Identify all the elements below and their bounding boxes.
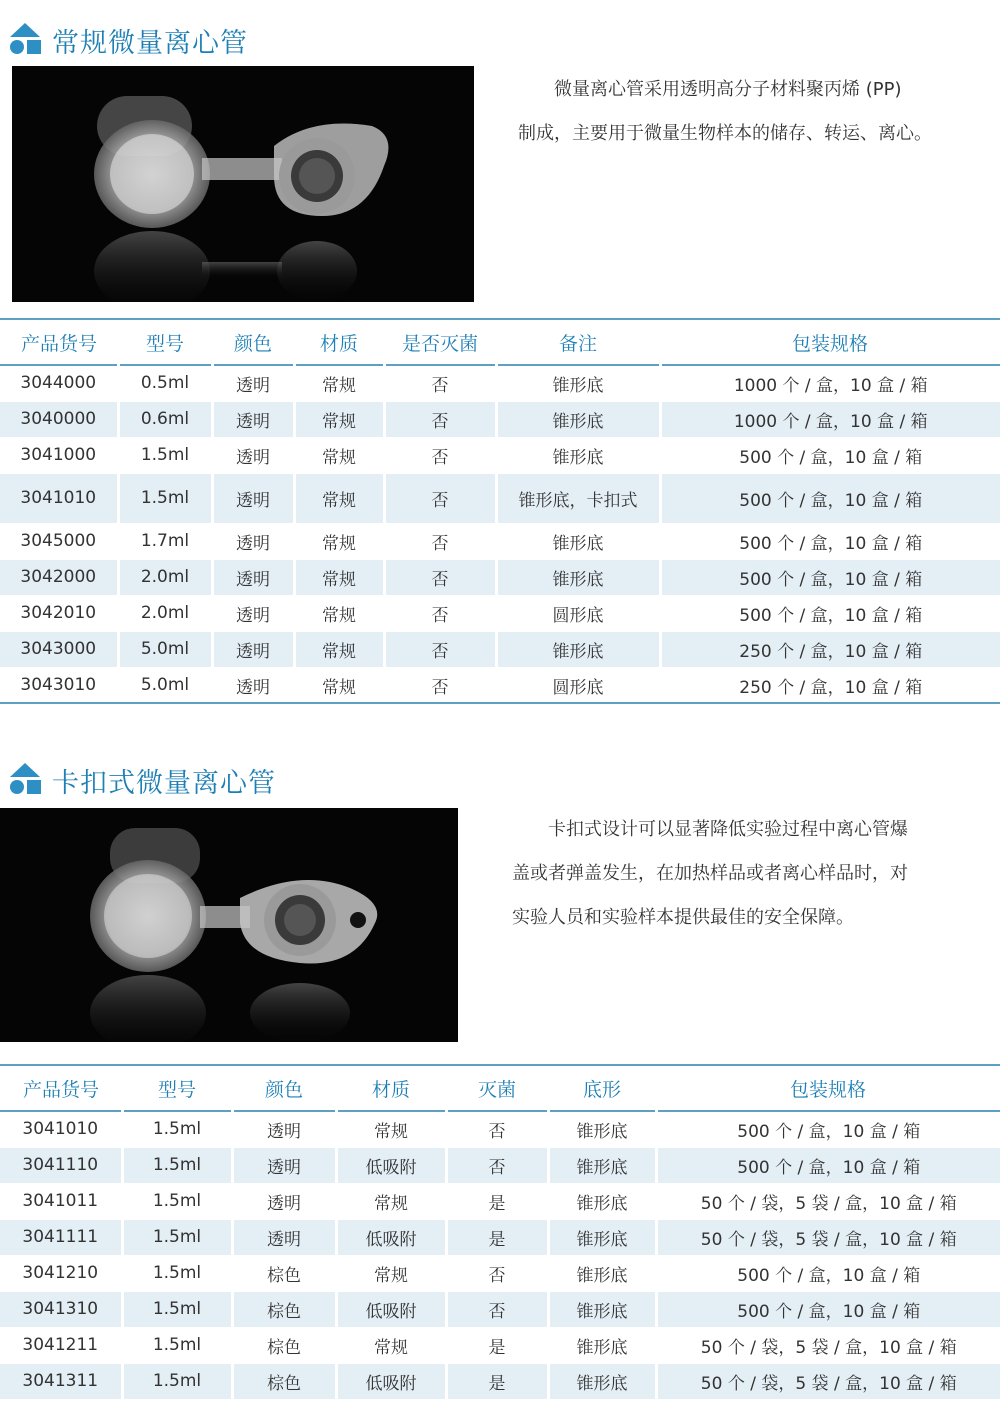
table-cell: 透明 [232, 1183, 336, 1219]
table-row [0, 1219, 1000, 1255]
table-cell: 常规 [294, 523, 384, 559]
section1-heading [10, 20, 248, 60]
table-cell: 1.5ml [118, 473, 212, 523]
table-cell: 500 个 / 盒，10 盒 / 箱 [656, 1255, 1000, 1291]
table-cell: 1.5ml [122, 1255, 232, 1291]
table-cell: 锥形底 [496, 365, 660, 401]
table-cell: 3045000 [0, 523, 118, 559]
header-cell: 备注 [496, 319, 660, 365]
table-divider [0, 702, 1000, 704]
table-cell: 50 个 / 袋，5 袋 / 盒，10 盒 / 箱 [656, 1363, 1000, 1399]
table-row [0, 1255, 1000, 1291]
table-cell: 3042010 [0, 595, 118, 631]
table-cell: 1.5ml [122, 1363, 232, 1399]
table-cell: 低吸附 [336, 1147, 446, 1183]
tube-photo-standard [12, 66, 474, 302]
table-cell: 低吸附 [336, 1291, 446, 1327]
table-cell: 低吸附 [336, 1363, 446, 1399]
table-cell: 棕色 [232, 1291, 336, 1327]
table-cell: 常规 [294, 473, 384, 523]
table-cell: 3041110 [0, 1147, 122, 1183]
table-cell: 2.0ml [118, 559, 212, 595]
table-cell: 500 个 / 盒，10 盒 / 箱 [660, 595, 1000, 631]
table-cell: 常规 [336, 1327, 446, 1363]
table-cell: 否 [446, 1291, 548, 1327]
table-cell: 500 个 / 盒，10 盒 / 箱 [656, 1111, 1000, 1147]
header-cell: 是否灭菌 [384, 319, 496, 365]
table-cell: 锥形底 [548, 1255, 656, 1291]
table-row [0, 1183, 1000, 1219]
table-cell: 3043000 [0, 631, 118, 667]
table-row [0, 437, 1000, 473]
description-line: 微量离心管采用透明高分子材料聚丙烯 (PP) [554, 79, 902, 100]
table-cell: 3041310 [0, 1291, 122, 1327]
header-cell: 材质 [336, 1065, 446, 1111]
table-cell: 常规 [294, 595, 384, 631]
header-cell: 灭菌 [446, 1065, 548, 1111]
table-row [0, 559, 1000, 595]
table-cell: 常规 [294, 559, 384, 595]
table-cell: 透明 [212, 595, 294, 631]
table-cell: 3044000 [0, 365, 118, 401]
table-cell: 透明 [232, 1147, 336, 1183]
table-cell: 500 个 / 盒，10 盒 / 箱 [660, 559, 1000, 595]
table-cell: 否 [384, 437, 496, 473]
table-cell: 1.5ml [122, 1327, 232, 1363]
table-cell: 否 [384, 595, 496, 631]
table-cell: 3041311 [0, 1363, 122, 1399]
table-cell: 否 [384, 667, 496, 703]
table-cell: 锥形底，卡扣式 [496, 473, 660, 523]
table-row [0, 401, 1000, 437]
table-row [0, 667, 1000, 703]
table-row [0, 595, 1000, 631]
table-cell: 是 [446, 1219, 548, 1255]
table-cell: 是 [446, 1363, 548, 1399]
table-cell: 500 个 / 盒，10 盒 / 箱 [660, 523, 1000, 559]
table-cell: 锥形底 [496, 523, 660, 559]
section2-title: 卡扣式微量离心管 [52, 767, 276, 799]
header-cell: 包装规格 [656, 1065, 1000, 1111]
table-cell: 棕色 [232, 1327, 336, 1363]
table-cell: 500 个 / 盒，10 盒 / 箱 [656, 1291, 1000, 1327]
table-cell: 250 个 / 盒，10 盒 / 箱 [660, 631, 1000, 667]
table-cell: 透明 [212, 523, 294, 559]
table-cell: 3043010 [0, 667, 118, 703]
description-line: 盖或者弹盖发生，在加热样品或者离心样品时，对 [512, 863, 908, 884]
table-header-row [0, 319, 1000, 365]
table-cell: 否 [384, 559, 496, 595]
table-cell: 1.5ml [122, 1111, 232, 1147]
table-cell: 透明 [212, 401, 294, 437]
table-cell: 否 [446, 1111, 548, 1147]
table-cell: 透明 [212, 365, 294, 401]
table-cell: 1.5ml [122, 1219, 232, 1255]
table-cell: 圆形底 [496, 667, 660, 703]
description-line: 实验人员和实验样本提供最佳的安全保障。 [512, 907, 854, 928]
table-cell: 锥形底 [548, 1183, 656, 1219]
table-cell: 50 个 / 袋，5 袋 / 盒，10 盒 / 箱 [656, 1219, 1000, 1255]
table-cell: 3041010 [0, 1111, 122, 1147]
table-cell: 否 [384, 523, 496, 559]
table-cell: 锥形底 [548, 1147, 656, 1183]
table-row [0, 1327, 1000, 1363]
house-icon [10, 23, 44, 57]
table-cell: 3040000 [0, 401, 118, 437]
description-line: 制成，主要用于微量生物样本的储存、转运、离心。 [518, 123, 932, 144]
table-cell: 否 [384, 631, 496, 667]
table-cell: 3041111 [0, 1219, 122, 1255]
table-cell: 常规 [336, 1183, 446, 1219]
table-cell: 锥形底 [548, 1111, 656, 1147]
table-cell: 否 [384, 365, 496, 401]
table-cell: 1.7ml [118, 523, 212, 559]
table-cell: 透明 [212, 473, 294, 523]
table-cell: 否 [384, 473, 496, 523]
table-cell: 是 [446, 1327, 548, 1363]
table-cell: 低吸附 [336, 1219, 446, 1255]
header-cell: 底形 [548, 1065, 656, 1111]
description-line: 卡扣式设计可以显著降低实验过程中离心管爆 [548, 819, 908, 840]
tube-photo-snaplock [0, 808, 458, 1042]
header-cell: 颜色 [232, 1065, 336, 1111]
table-cell: 0.6ml [118, 401, 212, 437]
table-cell: 棕色 [232, 1255, 336, 1291]
table-cell: 透明 [212, 437, 294, 473]
table-cell: 0.5ml [118, 365, 212, 401]
table-cell: 透明 [232, 1111, 336, 1147]
table-cell: 常规 [294, 667, 384, 703]
table-cell: 棕色 [232, 1363, 336, 1399]
table-cell: 透明 [212, 667, 294, 703]
table-cell: 否 [384, 401, 496, 437]
table-cell: 圆形底 [496, 595, 660, 631]
table-cell: 50 个 / 袋，5 袋 / 盒，10 盒 / 箱 [656, 1327, 1000, 1363]
table-cell: 3041000 [0, 437, 118, 473]
table-cell: 锥形底 [548, 1327, 656, 1363]
table-cell: 3041210 [0, 1255, 122, 1291]
table-cell: 是 [446, 1183, 548, 1219]
header-cell: 型号 [118, 319, 212, 365]
table-row [0, 1111, 1000, 1147]
table-row [0, 473, 1000, 523]
table-cell: 常规 [294, 437, 384, 473]
table-cell: 1.5ml [122, 1183, 232, 1219]
table-row [0, 365, 1000, 401]
table-cell: 3041011 [0, 1183, 122, 1219]
table-cell: 250 个 / 盒，10 盒 / 箱 [660, 667, 1000, 703]
table-cell: 3041010 [0, 473, 118, 523]
table-row [0, 1147, 1000, 1183]
table-cell: 500 个 / 盒，10 盒 / 箱 [656, 1147, 1000, 1183]
table-cell: 2.0ml [118, 595, 212, 631]
table-cell: 锥形底 [496, 437, 660, 473]
table-cell: 500 个 / 盒，10 盒 / 箱 [660, 473, 1000, 523]
table-cell: 锥形底 [548, 1291, 656, 1327]
table-row [0, 1291, 1000, 1327]
header-cell: 包装规格 [660, 319, 1000, 365]
table-cell: 1.5ml [122, 1147, 232, 1183]
table-row [0, 1363, 1000, 1399]
table-cell: 1000 个 / 盒，10 盒 / 箱 [660, 401, 1000, 437]
table-cell: 锥形底 [496, 631, 660, 667]
table-cell: 1.5ml [118, 437, 212, 473]
table-cell: 常规 [294, 631, 384, 667]
table-cell: 锥形底 [496, 559, 660, 595]
house-icon [10, 763, 44, 797]
spec-table-snaplock [0, 1064, 1000, 1400]
table-cell: 1000 个 / 盒，10 盒 / 箱 [660, 365, 1000, 401]
table-cell: 500 个 / 盒，10 盒 / 箱 [660, 437, 1000, 473]
table-cell: 5.0ml [118, 631, 212, 667]
section2-heading [10, 760, 276, 800]
table-cell: 常规 [336, 1255, 446, 1291]
spec-table-standard [0, 318, 1000, 704]
table-header-row [0, 1065, 1000, 1111]
table-cell: 常规 [336, 1111, 446, 1147]
section1-title: 常规微量离心管 [52, 27, 248, 59]
table-cell: 锥形底 [496, 401, 660, 437]
header-cell: 产品货号 [0, 1065, 122, 1111]
header-cell: 材质 [294, 319, 384, 365]
table-row [0, 631, 1000, 667]
table-cell: 锥形底 [548, 1219, 656, 1255]
header-cell: 型号 [122, 1065, 232, 1111]
table-cell: 否 [446, 1147, 548, 1183]
table-cell: 3042000 [0, 559, 118, 595]
table-cell: 50 个 / 袋，5 袋 / 盒，10 盒 / 箱 [656, 1183, 1000, 1219]
table-cell: 常规 [294, 365, 384, 401]
table-cell: 3041211 [0, 1327, 122, 1363]
header-cell: 颜色 [212, 319, 294, 365]
table-cell: 透明 [212, 559, 294, 595]
table-row [0, 523, 1000, 559]
header-cell: 产品货号 [0, 319, 118, 365]
section1-description [518, 68, 980, 156]
table-cell: 透明 [232, 1219, 336, 1255]
table-cell: 1.5ml [122, 1291, 232, 1327]
table-cell: 常规 [294, 401, 384, 437]
table-cell: 5.0ml [118, 667, 212, 703]
section2-description [512, 808, 986, 940]
table-cell: 否 [446, 1255, 548, 1291]
table-cell: 透明 [212, 631, 294, 667]
table-cell: 锥形底 [548, 1363, 656, 1399]
